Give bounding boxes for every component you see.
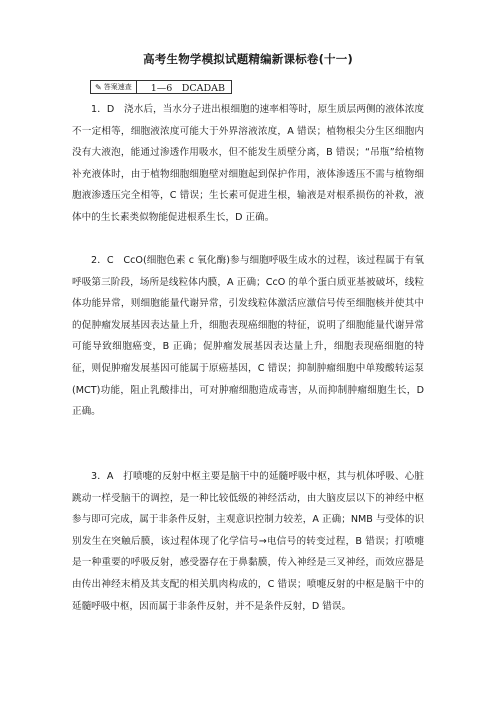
answer-label-box [90, 80, 136, 94]
explanation-paragraph-2: 2．C CcO(细胞色素 c 氧化酶)参与细胞呼吸生成水的过程，该过程属于有氧呼吸第三阶段，场所是线粒体内膜，A 正确；CcO 的单个蛋白质亚基被破坏，线粒体功能异常，则细胞能量代谢异常，引发线粒体激活应激信号传至细胞核并使其中的促肿瘤发展基因表达量上升，细胞表现癌细胞的特征，说明了细胞能量代谢异常可能导致细胞癌变，B 正确；促肿瘤发展基因表达量上升，细胞表现癌细胞的特征，则促肿瘤发展基因可能属于原癌基因，C 错误；抑制肿瘤细胞中单羧酸转运泵(MCT)功能，阻止乳酸排出，可对肿瘤细胞造成毒害，从而抑制肿瘤细胞生长，D 正确。 [72, 255, 424, 418]
answer-values: 1—6 DCADAB [136, 80, 232, 94]
answer-quick-check [90, 79, 232, 95]
explanation-paragraph-3: 3．A 打喷嚏的反射中枢主要是脑干中的延髓呼吸中枢，其与机体呼吸、心脏跳动一样受脑干的调控，是一种比较低级的神经活动，由大脑皮层以下的神经中枢参与即可完成，属于非条件反射，主观意识控制力较差，A 正确；NMB 与受体的识别发生在突触后膜，该过程体现了化学信号→电信号的转变过程，B 错误；打喷嚏是一种重要的呼吸反射，感受器存在于鼻黏膜，传入神经是三叉神经，而效应器是由传出神经末梢及其支配的相关肌肉构成的，C 错误；喷嚏反射的中枢是脑干中的延髓呼吸中枢，因而属于非条件反射，并不是条件反射，D 错误。 [72, 471, 424, 612]
answer-label: 答案速查 [103, 83, 132, 91]
page-title: 高考生物学模拟试题精编新课标卷(十一) [143, 52, 353, 66]
pen-icon: ✎ [95, 82, 102, 92]
explanation-paragraph-1: 1．D 浇水后，当水分子进出根细胞的速率相等时，原生质层两侧的液体浓度不一定相等，细胞液浓度可能大于外界溶液浓度，A 错误；植物根尖分生区细胞内没有大液泡，能通过渗透作用吸水，但不能发生质壁分离，B 错误；“吊瓶”给植物补充液体时，由于植物细胞细胞壁对细胞起到保护作用，液体渗透压不需与植物细胞液渗透压完全相等，C 错误；生长素可促进生根，输液是对根系损伤的补救，液体中的生长素类似物能促进根系生长，D 正确。 [72, 104, 424, 223]
